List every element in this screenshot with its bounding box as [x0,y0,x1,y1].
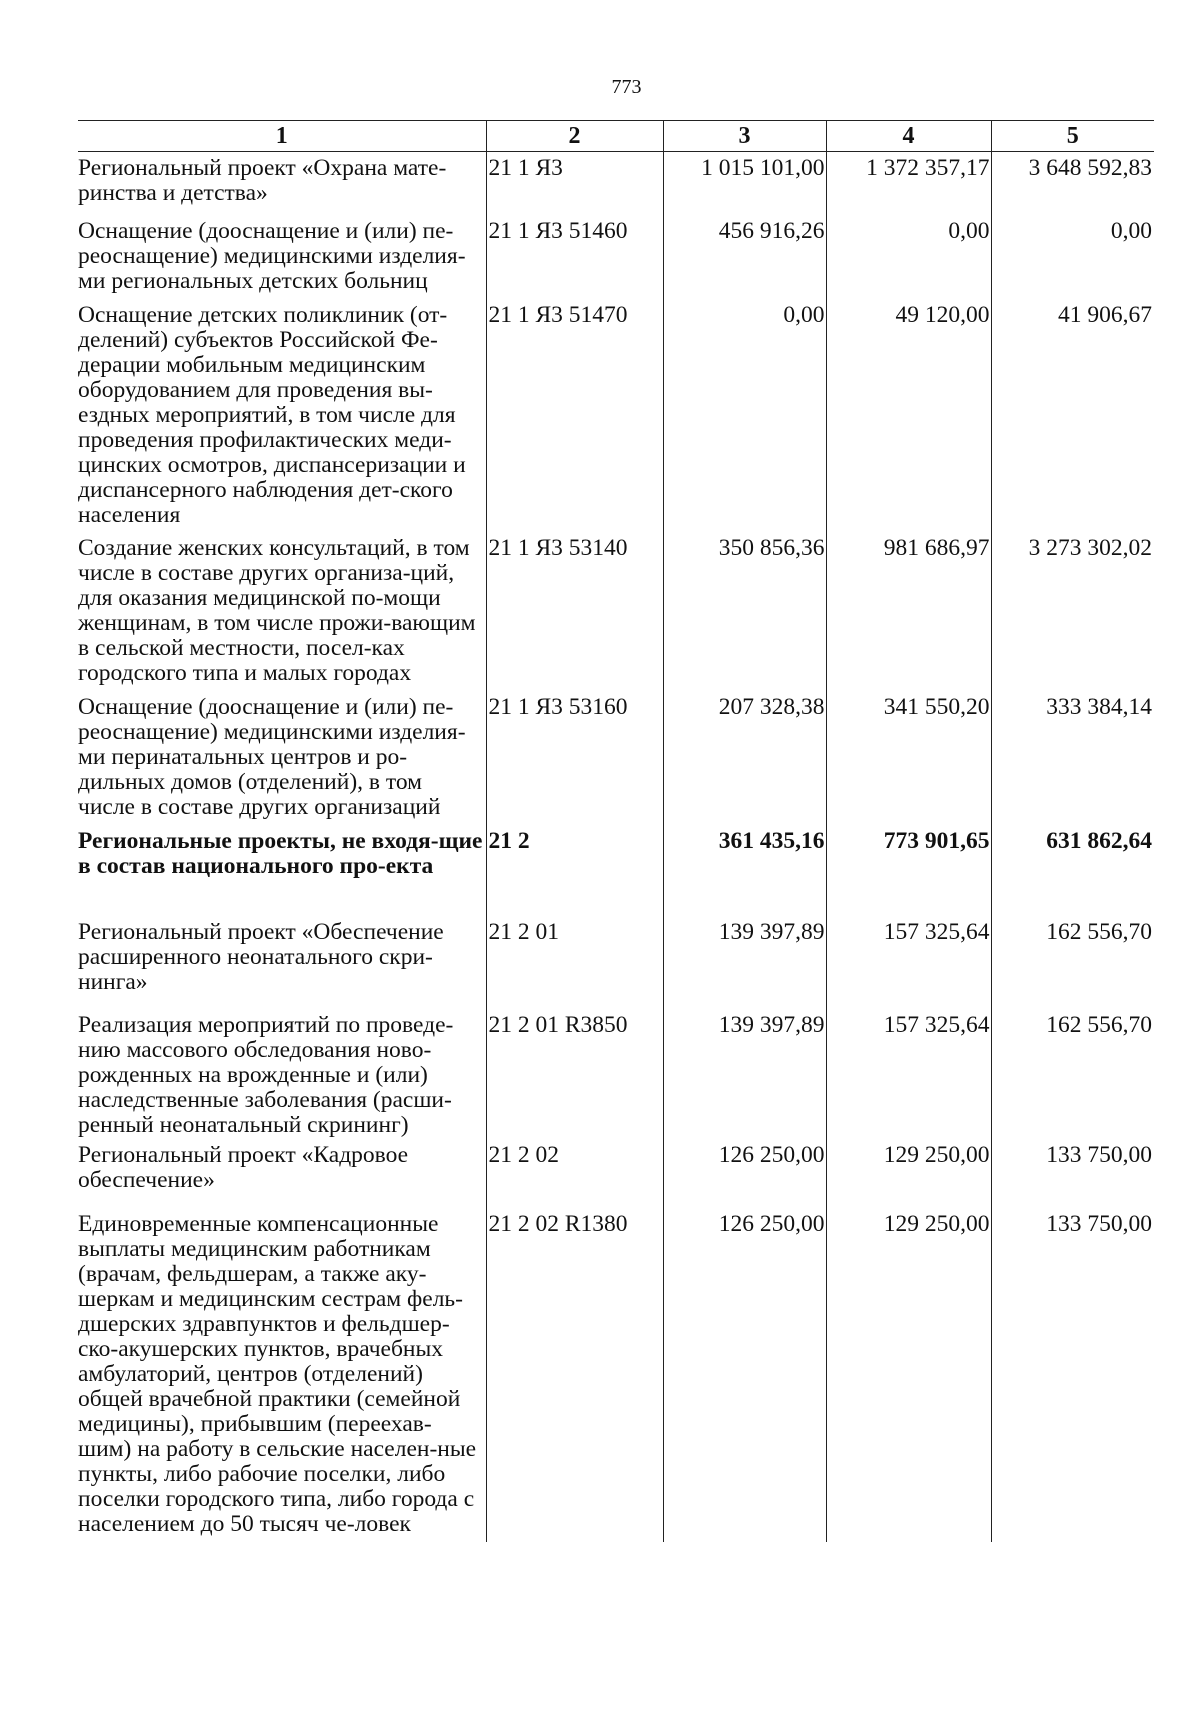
row-value-5: 3 648 592,83 [991,152,1154,216]
table-row [78,532,1154,691]
row-name: Региональные проекты, не входя-щие в состав национального про-екта [78,828,483,879]
row-value-3: 0,00 [663,299,826,532]
table-row [78,1208,1154,1542]
row-value-5: 162 556,70 [991,1009,1154,1139]
row-value-5: 41 906,67 [991,299,1154,532]
row-name: Оснащение детских поликлиник (от-делений) субъектов Российской Фе-дерации мобильным медицинским оборудованием для проведения вы-ездных мероприятий, в том числе для проведения профилактических меди-цинских осмотров, диспансеризации и диспансерного наблюдения дет-ского населения [78,302,466,528]
row-value-3: 139 397,89 [663,916,826,1009]
row-value-4: 129 250,00 [826,1139,991,1208]
row-value-3: 456 916,26 [663,215,826,299]
row-code: 21 1 Я3 53140 [486,532,663,691]
table-row [78,691,1154,825]
row-code: 21 2 01 R3850 [486,1009,663,1139]
row-code: 21 2 02 [486,1139,663,1208]
table-row [78,916,1154,1009]
column-header-3: 3 [663,121,826,152]
row-value-5: 333 384,14 [991,691,1154,825]
row-value-4: 773 901,65 [826,825,991,916]
row-value-5: 3 273 302,02 [991,532,1154,691]
column-header-5: 5 [991,121,1154,152]
table-row-total [78,825,1154,916]
row-value-4: 49 120,00 [826,299,991,532]
row-name: Региональный проект «Обеспечение расширенного неонатального скри-нинга» [78,919,444,995]
row-value-4: 981 686,97 [826,532,991,691]
row-code: 21 2 [486,825,663,916]
row-value-3: 361 435,16 [663,825,826,916]
row-code: 21 1 Я3 51470 [486,299,663,532]
row-value-4: 0,00 [826,215,991,299]
row-value-3: 207 328,38 [663,691,826,825]
row-code: 21 2 02 R1380 [486,1208,663,1542]
table-header-row [78,121,1154,152]
row-code: 21 1 Я3 51460 [486,215,663,299]
row-value-3: 1 015 101,00 [663,152,826,216]
row-name: Региональный проект «Охрана мате-ринства и детства» [78,155,447,206]
row-value-4: 157 325,64 [826,916,991,1009]
row-value-5: 162 556,70 [991,916,1154,1009]
column-header-2: 2 [486,121,663,152]
table-row [78,152,1154,216]
row-value-3: 350 856,36 [663,532,826,691]
row-value-4: 341 550,20 [826,691,991,825]
row-value-5: 133 750,00 [991,1139,1154,1208]
row-value-5: 631 862,64 [991,825,1154,916]
row-name: Оснащение (дооснащение и (или) пе-реоснащение) медицинскими изделия-ми региональных детских больниц [78,218,466,294]
row-name: Оснащение (дооснащение и (или) пе-реоснащение) медицинскими изделия-ми перинатальных центров и ро-дильных домов (отделений), в том числе в составе других организаций [78,694,466,820]
row-value-5: 0,00 [991,215,1154,299]
table-row [78,299,1154,532]
row-name: Единовременные компенсационные выплаты медицинским работникам (врачам, фельдшерам, а также аку-шеркам и медицинским сестрам фель-дшерских здравпунктов и фельдшер-ско-акушерских пунктов, врачебных амбулаторий, центров (отделений) общей врачебной практики (семейной медицины), прибывшим (переехав-шим) на работу в сельские населен-ные пункты, либо рабочие поселки, либо поселки городского типа, либо города с населением до 50 тысяч че-ловек [78,1211,477,1537]
column-header-4: 4 [826,121,991,152]
row-value-3: 126 250,00 [663,1208,826,1542]
row-code: 21 1 Я3 53160 [486,691,663,825]
page-number: 773 [611,76,642,98]
row-value-3: 126 250,00 [663,1139,826,1208]
row-name: Реализация мероприятий по проведе-нию массового обследования ново-рожденных на врожденные и (или) наследственные заболевания (расши-ренный неонатальный скрининг) [78,1012,454,1138]
row-value-4: 1 372 357,17 [826,152,991,216]
row-value-4: 157 325,64 [826,1009,991,1139]
table-row [78,215,1154,299]
row-name: Региональный проект «Кадровое обеспечение» [78,1142,409,1193]
table-row [78,1139,1154,1208]
column-header-1: 1 [78,121,486,152]
row-value-4: 129 250,00 [826,1208,991,1542]
row-code: 21 2 01 [486,916,663,1009]
table-row [78,1009,1154,1139]
row-value-5: 133 750,00 [991,1208,1154,1542]
row-name: Создание женских консультаций, в том числе в составе других организа-ций, для оказания медицинской по-мощи женщинам, в том числе прожи-вающим в сельской местности, посел-ках городского типа и малых городах [78,535,476,686]
budget-table [78,120,1154,1542]
row-code: 21 1 Я3 [486,152,663,216]
row-value-3: 139 397,89 [663,1009,826,1139]
